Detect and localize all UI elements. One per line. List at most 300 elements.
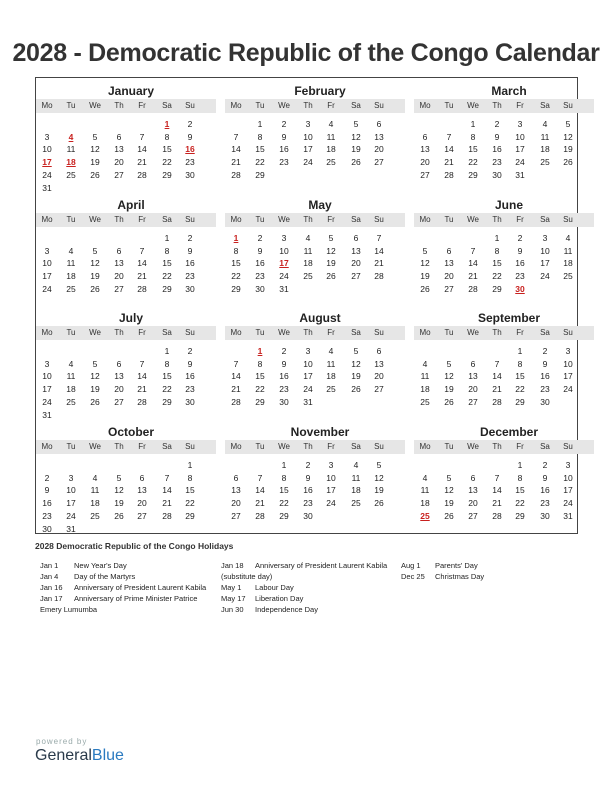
day-cell: 10 [42, 258, 52, 269]
day-cell: 11 [66, 258, 76, 269]
day-cell: 24 [303, 157, 313, 168]
day-cell: 29 [255, 396, 265, 407]
month-name: May [308, 198, 332, 212]
day-cell: 19 [90, 384, 100, 395]
day-cell: 19 [563, 144, 573, 155]
day-cell: 19 [420, 271, 430, 282]
month-name: June [494, 198, 523, 212]
day-cell: 28 [255, 510, 265, 521]
day-cell: 4 [353, 460, 359, 470]
day-cell: 26 [444, 510, 454, 521]
day-cell: 5 [422, 245, 428, 256]
day-cell: 22 [468, 157, 478, 168]
day-cell: 7 [494, 358, 500, 369]
day-cell: 17 [303, 371, 313, 382]
weekday-label: Mo [419, 215, 431, 224]
weekday-label: Sa [540, 101, 550, 110]
day-cell: 26 [420, 283, 430, 294]
day-cell: 4 [565, 233, 571, 243]
holiday-column-1 [40, 560, 215, 615]
holiday-item [221, 560, 391, 582]
day-cell: 7 [494, 472, 500, 483]
day-cell: 4 [422, 472, 428, 483]
weekday-label: Fr [138, 101, 146, 110]
brand-logo[interactable] [35, 747, 124, 765]
day-cell: 25 [66, 396, 76, 407]
weekday-label: Su [185, 442, 195, 451]
day-cell: 30 [540, 510, 550, 521]
day-cell: 22 [162, 384, 172, 395]
day-cell: 29 [515, 510, 525, 521]
month-name: January [107, 84, 155, 98]
day-cell: 1 [494, 233, 500, 243]
day-cell: 13 [114, 258, 124, 269]
day-cell: 31 [303, 396, 313, 407]
day-cell: 22 [279, 498, 289, 509]
day-cell: 9 [257, 245, 263, 256]
day-cell: 29 [492, 283, 502, 294]
day-cell: 6 [233, 472, 239, 483]
weekday-label: Fr [516, 215, 524, 224]
weekday-header [36, 326, 216, 340]
day-cell: 17 [563, 371, 573, 382]
day-cell: 26 [374, 498, 384, 509]
day-cell: 14 [137, 371, 147, 382]
day-cell: 16 [540, 485, 550, 496]
day-cell: 19 [351, 371, 361, 382]
weekday-label: Th [492, 101, 502, 110]
day-cell: 23 [540, 498, 550, 509]
weekday-label: Fr [327, 328, 335, 337]
day-cell: 24 [42, 283, 52, 294]
holiday-day-cell: 30 [515, 283, 525, 294]
day-cell: 9 [542, 472, 548, 483]
day-cell: 7 [376, 233, 382, 243]
day-cell: 9 [187, 358, 193, 369]
day-cell: 16 [185, 371, 195, 382]
month-9 [36, 419, 216, 532]
day-cell: 12 [420, 258, 430, 269]
weekday-header [414, 99, 594, 113]
day-cell: 9 [542, 358, 548, 369]
day-cell: 19 [351, 144, 361, 155]
day-cell: 18 [303, 258, 313, 269]
day-cell: 31 [515, 169, 525, 180]
day-cell: 2 [517, 233, 523, 243]
day-cell: 10 [303, 131, 313, 142]
day-cell: 31 [42, 182, 52, 193]
day-cell: 26 [90, 169, 100, 180]
day-cell: 17 [540, 258, 550, 269]
day-cell: 25 [326, 384, 336, 395]
holiday-day-cell: 17 [279, 258, 289, 269]
holiday-date: Jan 18 [221, 561, 244, 570]
day-cell: 15 [255, 371, 265, 382]
brand-blue: Blue [91, 747, 124, 764]
day-cell: 3 [44, 358, 50, 369]
weekday-header [225, 99, 405, 113]
weekday-label: Su [185, 328, 195, 337]
day-cell: 24 [563, 384, 573, 395]
weekday-label: Mo [419, 101, 431, 110]
day-cell: 3 [565, 346, 571, 356]
weekday-label: Th [114, 328, 124, 337]
day-cell: 14 [444, 144, 454, 155]
weekday-label: We [467, 215, 479, 224]
day-cell: 13 [444, 258, 454, 269]
day-cell: 5 [92, 358, 98, 369]
holiday-name: Anniversary of Prime Minister Patrice Emery Lumumba [40, 594, 198, 614]
day-cell: 27 [444, 283, 454, 294]
day-cell: 3 [305, 119, 311, 129]
day-cell: 26 [351, 384, 361, 395]
day-cell: 21 [255, 498, 265, 509]
day-cell: 27 [468, 510, 478, 521]
day-cell: 27 [468, 396, 478, 407]
day-cell: 18 [540, 144, 550, 155]
day-cell: 15 [279, 485, 289, 496]
day-cell: 29 [185, 510, 195, 521]
day-cell: 13 [231, 485, 241, 496]
day-cell: 22 [492, 271, 502, 282]
weekday-label: Fr [138, 442, 146, 451]
day-cell: 4 [92, 472, 98, 483]
day-cell: 3 [44, 245, 50, 256]
day-cell: 21 [137, 157, 147, 168]
weekday-label: Th [303, 215, 313, 224]
day-cell: 10 [303, 358, 313, 369]
weekday-label: Th [114, 215, 124, 224]
day-cell: 4 [542, 119, 548, 129]
day-cell: 21 [444, 157, 454, 168]
day-cell: 5 [446, 472, 452, 483]
day-cell: 1 [517, 346, 523, 356]
day-cell: 5 [376, 460, 382, 470]
day-cell: 9 [305, 472, 311, 483]
day-cell: 7 [164, 472, 170, 483]
day-cell: 2 [187, 233, 193, 243]
month-3 [36, 192, 216, 305]
day-cell: 12 [563, 131, 573, 142]
weekday-label: We [89, 328, 101, 337]
month-name: August [299, 311, 341, 325]
day-cell: 12 [90, 258, 100, 269]
day-cell: 18 [420, 384, 430, 395]
day-cell: 25 [351, 498, 361, 509]
day-cell: 6 [353, 233, 359, 243]
day-cell: 29 [162, 283, 172, 294]
day-cell: 21 [468, 271, 478, 282]
weekday-header [414, 213, 594, 227]
day-cell: 28 [137, 283, 147, 294]
day-cell: 3 [565, 460, 571, 470]
weekday-label: Th [303, 328, 313, 337]
day-cell: 8 [470, 131, 476, 142]
day-cell: 11 [563, 245, 573, 256]
holidays-heading: 2028 Democratic Republic of the Congo Holidays [35, 541, 234, 551]
weekday-label: Tu [66, 328, 76, 337]
day-cell: 14 [231, 371, 241, 382]
holiday-column-2 [221, 560, 391, 615]
weekday-header [414, 326, 594, 340]
day-cell: 19 [326, 258, 336, 269]
day-cell: 22 [162, 157, 172, 168]
month-2 [414, 78, 594, 191]
day-cell: 3 [517, 119, 523, 129]
day-cell: 29 [231, 283, 241, 294]
day-cell: 8 [187, 472, 193, 483]
day-cell: 8 [281, 472, 287, 483]
day-cell: 13 [468, 485, 478, 496]
weekday-label: Mo [41, 442, 53, 451]
day-cell: 8 [517, 472, 523, 483]
day-cell: 11 [66, 144, 76, 155]
day-cell: 30 [492, 169, 502, 180]
day-cell: 18 [326, 371, 336, 382]
month-8 [414, 305, 594, 418]
day-cell: 17 [563, 485, 573, 496]
weekday-label: Mo [230, 442, 242, 451]
day-cell: 21 [374, 258, 384, 269]
day-cell: 2 [305, 460, 311, 470]
day-cell: 9 [494, 131, 500, 142]
day-cell: 2 [187, 119, 193, 129]
weekday-label: Su [374, 215, 384, 224]
day-cell: 15 [185, 485, 195, 496]
weekday-label: Sa [351, 442, 361, 451]
day-cell: 18 [66, 271, 76, 282]
day-cell: 6 [376, 119, 382, 129]
holiday-date: May 17 [221, 594, 246, 603]
day-cell: 21 [137, 384, 147, 395]
day-cell: 26 [90, 396, 100, 407]
day-cell: 20 [374, 371, 384, 382]
holiday-date: Jan 17 [40, 594, 63, 603]
day-cell: 30 [42, 523, 52, 534]
holiday-date: Jan 16 [40, 583, 63, 592]
day-cell: 14 [492, 485, 502, 496]
day-cell: 9 [517, 245, 523, 256]
month-6 [36, 305, 216, 418]
day-cell: 7 [139, 358, 145, 369]
day-cell: 25 [420, 396, 430, 407]
day-cell: 2 [542, 460, 548, 470]
day-cell: 16 [185, 258, 195, 269]
weekday-label: Mo [230, 101, 242, 110]
day-cell: 8 [164, 245, 170, 256]
day-cell: 21 [137, 271, 147, 282]
day-cell: 8 [164, 358, 170, 369]
weekday-label: Tu [444, 215, 454, 224]
day-cell: 1 [257, 119, 263, 129]
day-cell: 4 [68, 245, 74, 256]
weekday-label: Mo [41, 215, 53, 224]
day-cell: 12 [374, 472, 384, 483]
day-cell: 23 [185, 271, 195, 282]
day-cell: 28 [444, 169, 454, 180]
day-cell: 17 [42, 384, 52, 395]
day-cell: 24 [42, 396, 52, 407]
month-name: October [107, 425, 154, 439]
day-cell: 29 [279, 510, 289, 521]
day-cell: 24 [303, 384, 313, 395]
day-cell: 11 [420, 485, 430, 496]
month-10 [225, 419, 405, 532]
weekday-label: Sa [540, 328, 550, 337]
day-cell: 8 [257, 358, 263, 369]
day-cell: 31 [563, 510, 573, 521]
day-cell: 27 [420, 169, 430, 180]
weekday-label: Mo [419, 442, 431, 451]
weekday-header [36, 99, 216, 113]
day-cell: 16 [492, 144, 502, 155]
weekday-label: Mo [41, 101, 53, 110]
weekday-label: Sa [351, 328, 361, 337]
day-cell: 14 [492, 371, 502, 382]
day-cell: 3 [281, 233, 287, 243]
weekday-label: Fr [516, 328, 524, 337]
day-cell: 12 [90, 371, 100, 382]
day-cell: 19 [90, 271, 100, 282]
weekday-label: Th [114, 101, 124, 110]
month-name: September [477, 311, 541, 325]
day-cell: 18 [90, 498, 100, 509]
day-cell: 24 [563, 498, 573, 509]
day-cell: 11 [540, 131, 550, 142]
day-cell: 15 [255, 144, 265, 155]
holiday-day-cell: 4 [68, 131, 74, 142]
weekday-label: Sa [540, 442, 550, 451]
day-cell: 12 [351, 358, 361, 369]
day-cell: 31 [42, 409, 52, 420]
weekday-label: Su [185, 215, 195, 224]
day-cell: 14 [374, 245, 384, 256]
weekday-header [225, 213, 405, 227]
holiday-day-cell: 18 [66, 157, 76, 168]
holiday-day-cell: 17 [42, 157, 52, 168]
day-cell: 23 [185, 157, 195, 168]
day-cell: 7 [470, 245, 476, 256]
weekday-label: Su [563, 442, 573, 451]
day-cell: 20 [468, 384, 478, 395]
day-cell: 3 [68, 472, 74, 483]
day-cell: 16 [540, 371, 550, 382]
day-cell: 30 [185, 283, 195, 294]
weekday-label: Sa [351, 215, 361, 224]
day-cell: 30 [185, 396, 195, 407]
day-cell: 8 [164, 131, 170, 142]
day-cell: 7 [233, 131, 239, 142]
day-cell: 30 [255, 283, 265, 294]
day-cell: 9 [187, 131, 193, 142]
day-cell: 4 [305, 233, 311, 243]
weekday-label: Tu [66, 215, 76, 224]
day-cell: 17 [515, 144, 525, 155]
day-cell: 15 [162, 371, 172, 382]
day-cell: 5 [116, 472, 122, 483]
weekday-label: Tu [444, 442, 454, 451]
weekday-label: Tu [444, 101, 454, 110]
weekday-label: Su [374, 101, 384, 110]
day-cell: 20 [420, 157, 430, 168]
day-cell: 25 [303, 271, 313, 282]
day-cell: 27 [114, 396, 124, 407]
day-cell: 16 [255, 258, 265, 269]
holiday-name: Liberation Day [255, 594, 304, 603]
day-cell: 13 [114, 371, 124, 382]
holiday-item [221, 604, 391, 615]
day-cell: 1 [470, 119, 476, 129]
day-cell: 4 [328, 346, 334, 356]
holiday-date: Aug 1 [401, 561, 421, 570]
day-cell: 8 [257, 131, 263, 142]
day-cell: 28 [162, 510, 172, 521]
holiday-item [221, 582, 391, 593]
weekday-label: Tu [255, 101, 265, 110]
day-cell: 7 [446, 131, 452, 142]
holiday-item [401, 571, 571, 582]
day-cell: 30 [185, 169, 195, 180]
day-cell: 25 [66, 169, 76, 180]
day-cell: 12 [351, 131, 361, 142]
day-cell: 13 [374, 358, 384, 369]
day-cell: 28 [374, 271, 384, 282]
day-cell: 18 [420, 498, 430, 509]
day-cell: 11 [303, 245, 313, 256]
day-cell: 7 [139, 131, 145, 142]
day-cell: 6 [376, 346, 382, 356]
day-cell: 26 [114, 510, 124, 521]
day-cell: 20 [231, 498, 241, 509]
holiday-day-cell: 1 [257, 346, 263, 356]
day-cell: 25 [540, 157, 550, 168]
day-cell: 12 [90, 144, 100, 155]
day-cell: 23 [185, 384, 195, 395]
day-cell: 4 [328, 119, 334, 129]
calendar-grid [35, 77, 578, 534]
holiday-item [40, 560, 215, 571]
day-cell: 18 [326, 144, 336, 155]
weekday-label: We [89, 101, 101, 110]
weekday-label: Sa [351, 101, 361, 110]
weekday-label: Su [374, 328, 384, 337]
day-cell: 13 [420, 144, 430, 155]
day-cell: 9 [281, 358, 287, 369]
weekday-label: Sa [540, 215, 550, 224]
weekday-label: We [467, 101, 479, 110]
day-cell: 5 [328, 233, 334, 243]
day-cell: 20 [114, 384, 124, 395]
weekday-label: Th [114, 442, 124, 451]
day-cell: 16 [279, 371, 289, 382]
day-cell: 19 [374, 485, 384, 496]
day-cell: 19 [90, 157, 100, 168]
day-cell: 26 [444, 396, 454, 407]
day-cell: 11 [66, 371, 76, 382]
month-name: November [290, 425, 350, 439]
weekday-label: Mo [419, 328, 431, 337]
holiday-day-cell: 1 [164, 119, 170, 129]
day-cell: 24 [279, 271, 289, 282]
weekday-label: Fr [516, 442, 524, 451]
day-cell: 21 [492, 384, 502, 395]
holiday-item [401, 560, 571, 571]
day-cell: 17 [42, 271, 52, 282]
weekday-label: We [278, 328, 290, 337]
month-4 [225, 192, 405, 305]
day-cell: 6 [446, 245, 452, 256]
weekday-label: We [278, 101, 290, 110]
